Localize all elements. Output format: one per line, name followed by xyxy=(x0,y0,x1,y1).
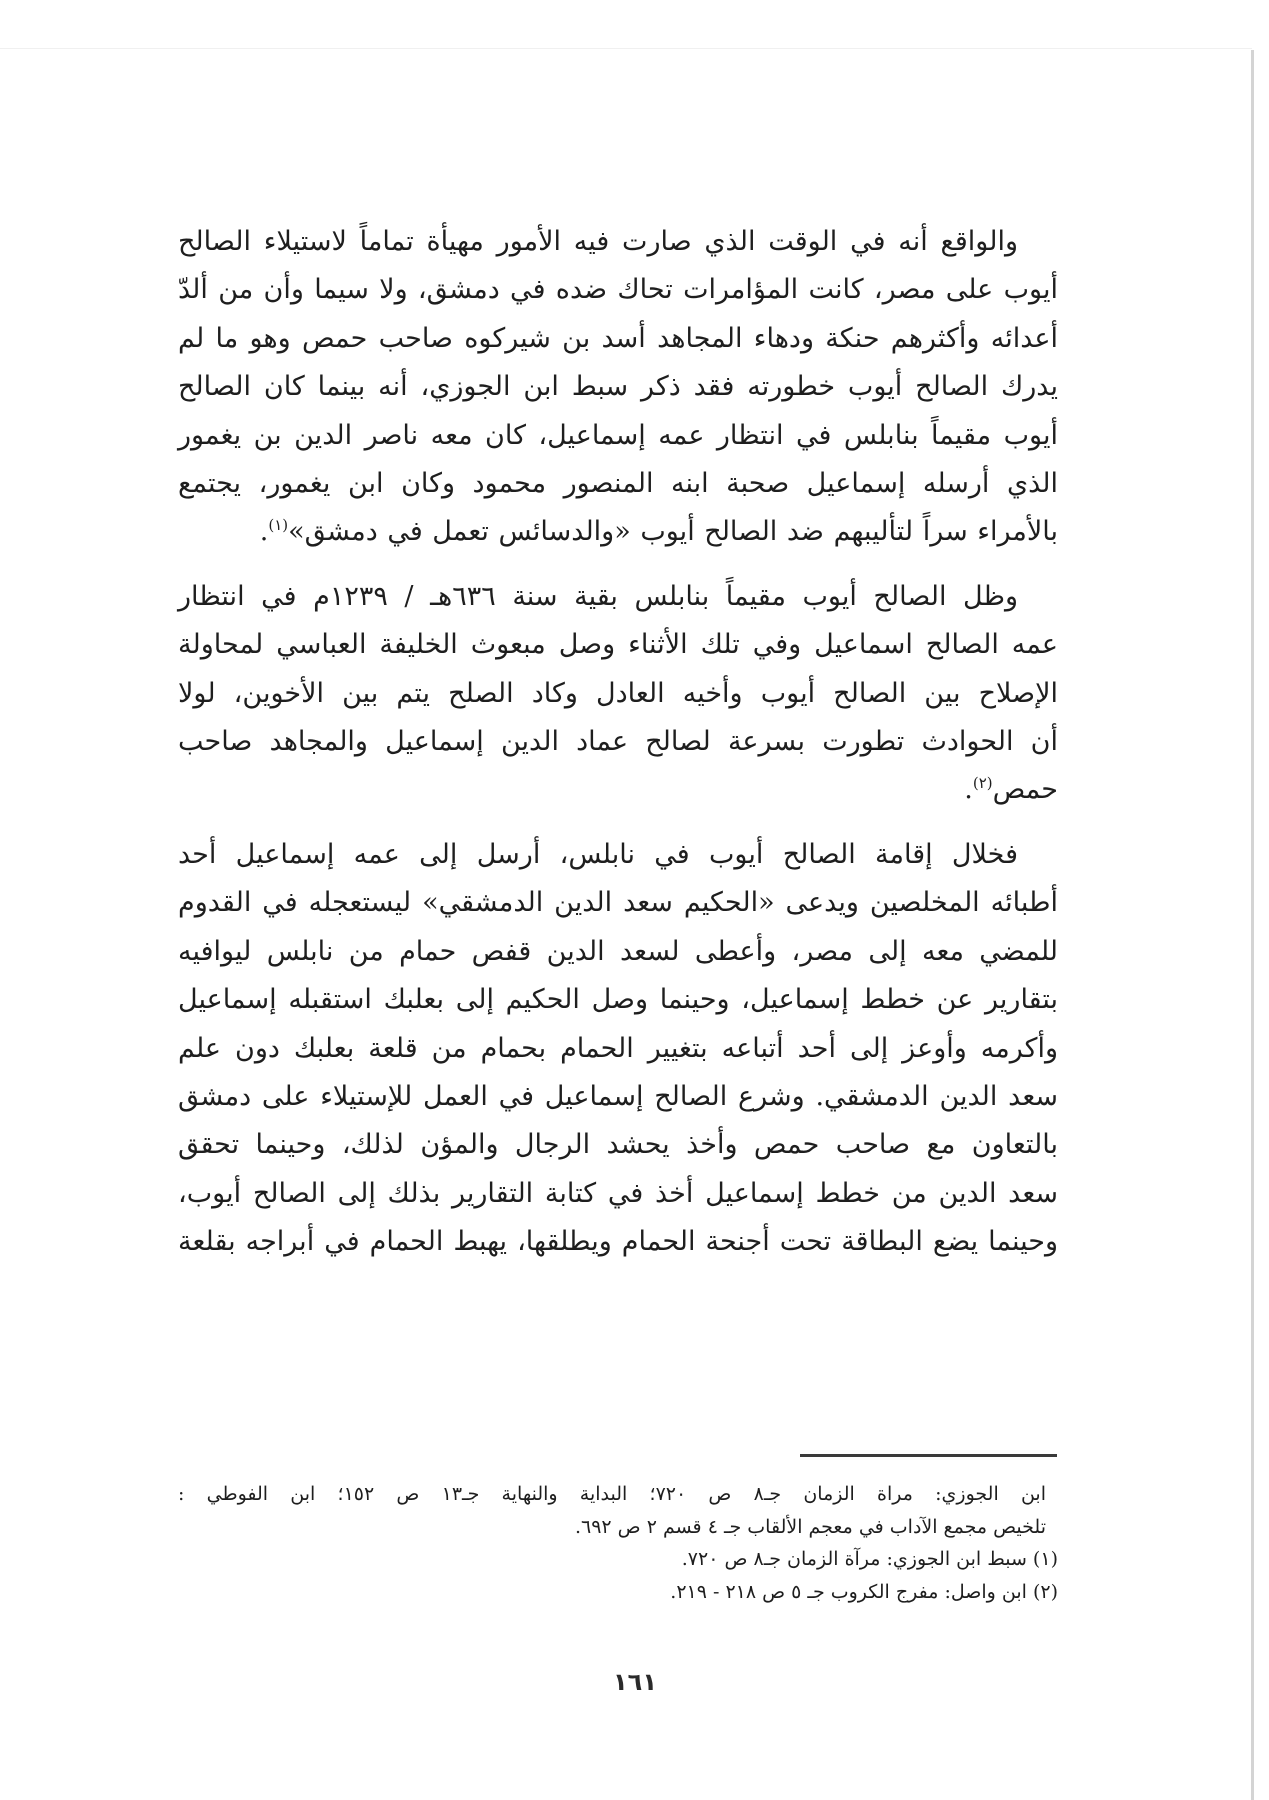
text-line: يدرك الصالح أيوب خطورته فقد ذكر سبط ابن الجوزي، أنه بينما كان الصالح xyxy=(178,371,1058,403)
text-line: أيوب على مصر، كانت المؤامرات تحاك ضده في دمشق، ولا سيما وأن من ألدّ xyxy=(178,274,1058,306)
footnote-2: (٢) ابن واصل: مفرج الكروب جـ ٥ ص ٢١٨ - ٢١٩. xyxy=(670,1580,1058,1603)
text-line: وحينما يضع البطاقة تحت أجنحة الحمام ويطلقها، يهبط الحمام في أبراجه بقلعة xyxy=(178,1226,1058,1258)
text-line: أيوب مقيماً بنابلس في انتظار عمه إسماعيل، كان معه ناصر الدين بن يغمور xyxy=(178,419,1058,451)
text-line: بتقارير عن خطط إسماعيل، وحينما وصل الحكيم إلى بعلبك استقبله إسماعيل xyxy=(178,984,1058,1016)
text-line: سعد الدين الدمشقي. وشرع الصالح إسماعيل في العمل للإستيلاء على دمشق xyxy=(178,1080,1058,1112)
footnote-reference-2[interactable]: (٢) xyxy=(972,774,993,793)
text-line: أن الحوادث تطورت بسرعة لصالح عماد الدين إسماعيل والمجاهد صاحب xyxy=(178,726,1058,758)
text-line: وأكرمه وأوعز إلى أحد أتباعه بتغيير الحمام بحمام من قلعة بعلبك دون علم xyxy=(178,1032,1058,1064)
text-line: عمه الصالح اسماعيل وفي تلك الأثناء وصل مبعوث الخليفة العباسي لمحاولة xyxy=(178,629,1058,661)
sentence-end: . xyxy=(964,774,973,806)
text-line: للمضي معه إلى مصر، وأعطى لسعد الدين قفص حمام من نابلس ليوافيه xyxy=(178,935,1058,967)
footnote-separator xyxy=(800,1454,1057,1457)
footnote-line: تلخيص مجمع الآداب في معجم الألقاب جـ ٤ قسم ٢ ص ٦٩٢. xyxy=(574,1515,1046,1538)
text-line: أعدائه وأكثرهم حنكة ودهاء المجاهد أسد بن شيركوه صاحب حمص وهو ما لم xyxy=(178,322,1058,354)
text-line: الذي أرسله إسماعيل صحبة ابنه المنصور محمود وكان ابن يغمور، يجتمع xyxy=(178,468,1058,500)
text-line: بالتعاون مع صاحب حمص وأخذ يحشد الرجال والمؤن لذلك، وحينما تحقق xyxy=(178,1129,1058,1161)
paragraph-3 xyxy=(178,831,1058,1267)
sentence-end: . xyxy=(259,516,269,548)
paragraph-1 xyxy=(178,218,1058,557)
text-line: أطبائه المخلصين ويدعى «الحكيم سعد الدين الدمشقي» ليستعجله في القدوم xyxy=(178,887,1058,919)
text-line: فخلال إقامة الصالح أيوب في نابلس، أرسل إلى عمه إسماعيل أحد xyxy=(178,838,1018,870)
text-line-content: حمص xyxy=(992,774,1058,806)
text-line-last xyxy=(178,508,1058,556)
footnote-1: (١) سبط ابن الجوزي: مرآة الزمان جـ٨ ص ٧٢٠. xyxy=(681,1548,1058,1570)
footnote-line: ابن الجوزي: مراة الزمان جـ٨ ص ٧٢٠؛ البداية والنهاية جـ١٣ ص ١٥٢؛ ابن الفوطي : xyxy=(178,1483,1046,1505)
scan-right-edge xyxy=(1251,50,1254,1800)
page-number: ١٦١ xyxy=(613,1668,657,1696)
text-line: وظل الصالح أيوب مقيماً بنابلس بقية سنة ٦٣٦هـ / ١٢٣٩م في انتظار xyxy=(178,580,1018,612)
footnote-reference-1[interactable]: (١) xyxy=(268,516,289,535)
text-line: الإصلاح بين الصالح أيوب وأخيه العادل وكاد الصلح يتم بين الأخوين، لولا xyxy=(178,677,1058,709)
page-body xyxy=(178,218,1058,1283)
text-line: والواقع أنه في الوقت الذي صارت فيه الأمور مهيأة تماماً لاستيلاء الصالح xyxy=(178,226,1018,257)
text-line-content: بالأمراء سراً لتأليبهم ضد الصالح أيوب «والدسائس تعمل في دمشق» xyxy=(288,516,1058,548)
footnotes xyxy=(178,1478,1058,1608)
paragraph-2 xyxy=(178,573,1058,815)
text-line: سعد الدين من خطط إسماعيل أخذ في كتابة التقارير بذلك إلى الصالح أيوب، xyxy=(178,1177,1058,1209)
text-line-last xyxy=(178,766,1058,814)
scan-top-edge xyxy=(0,48,1252,49)
